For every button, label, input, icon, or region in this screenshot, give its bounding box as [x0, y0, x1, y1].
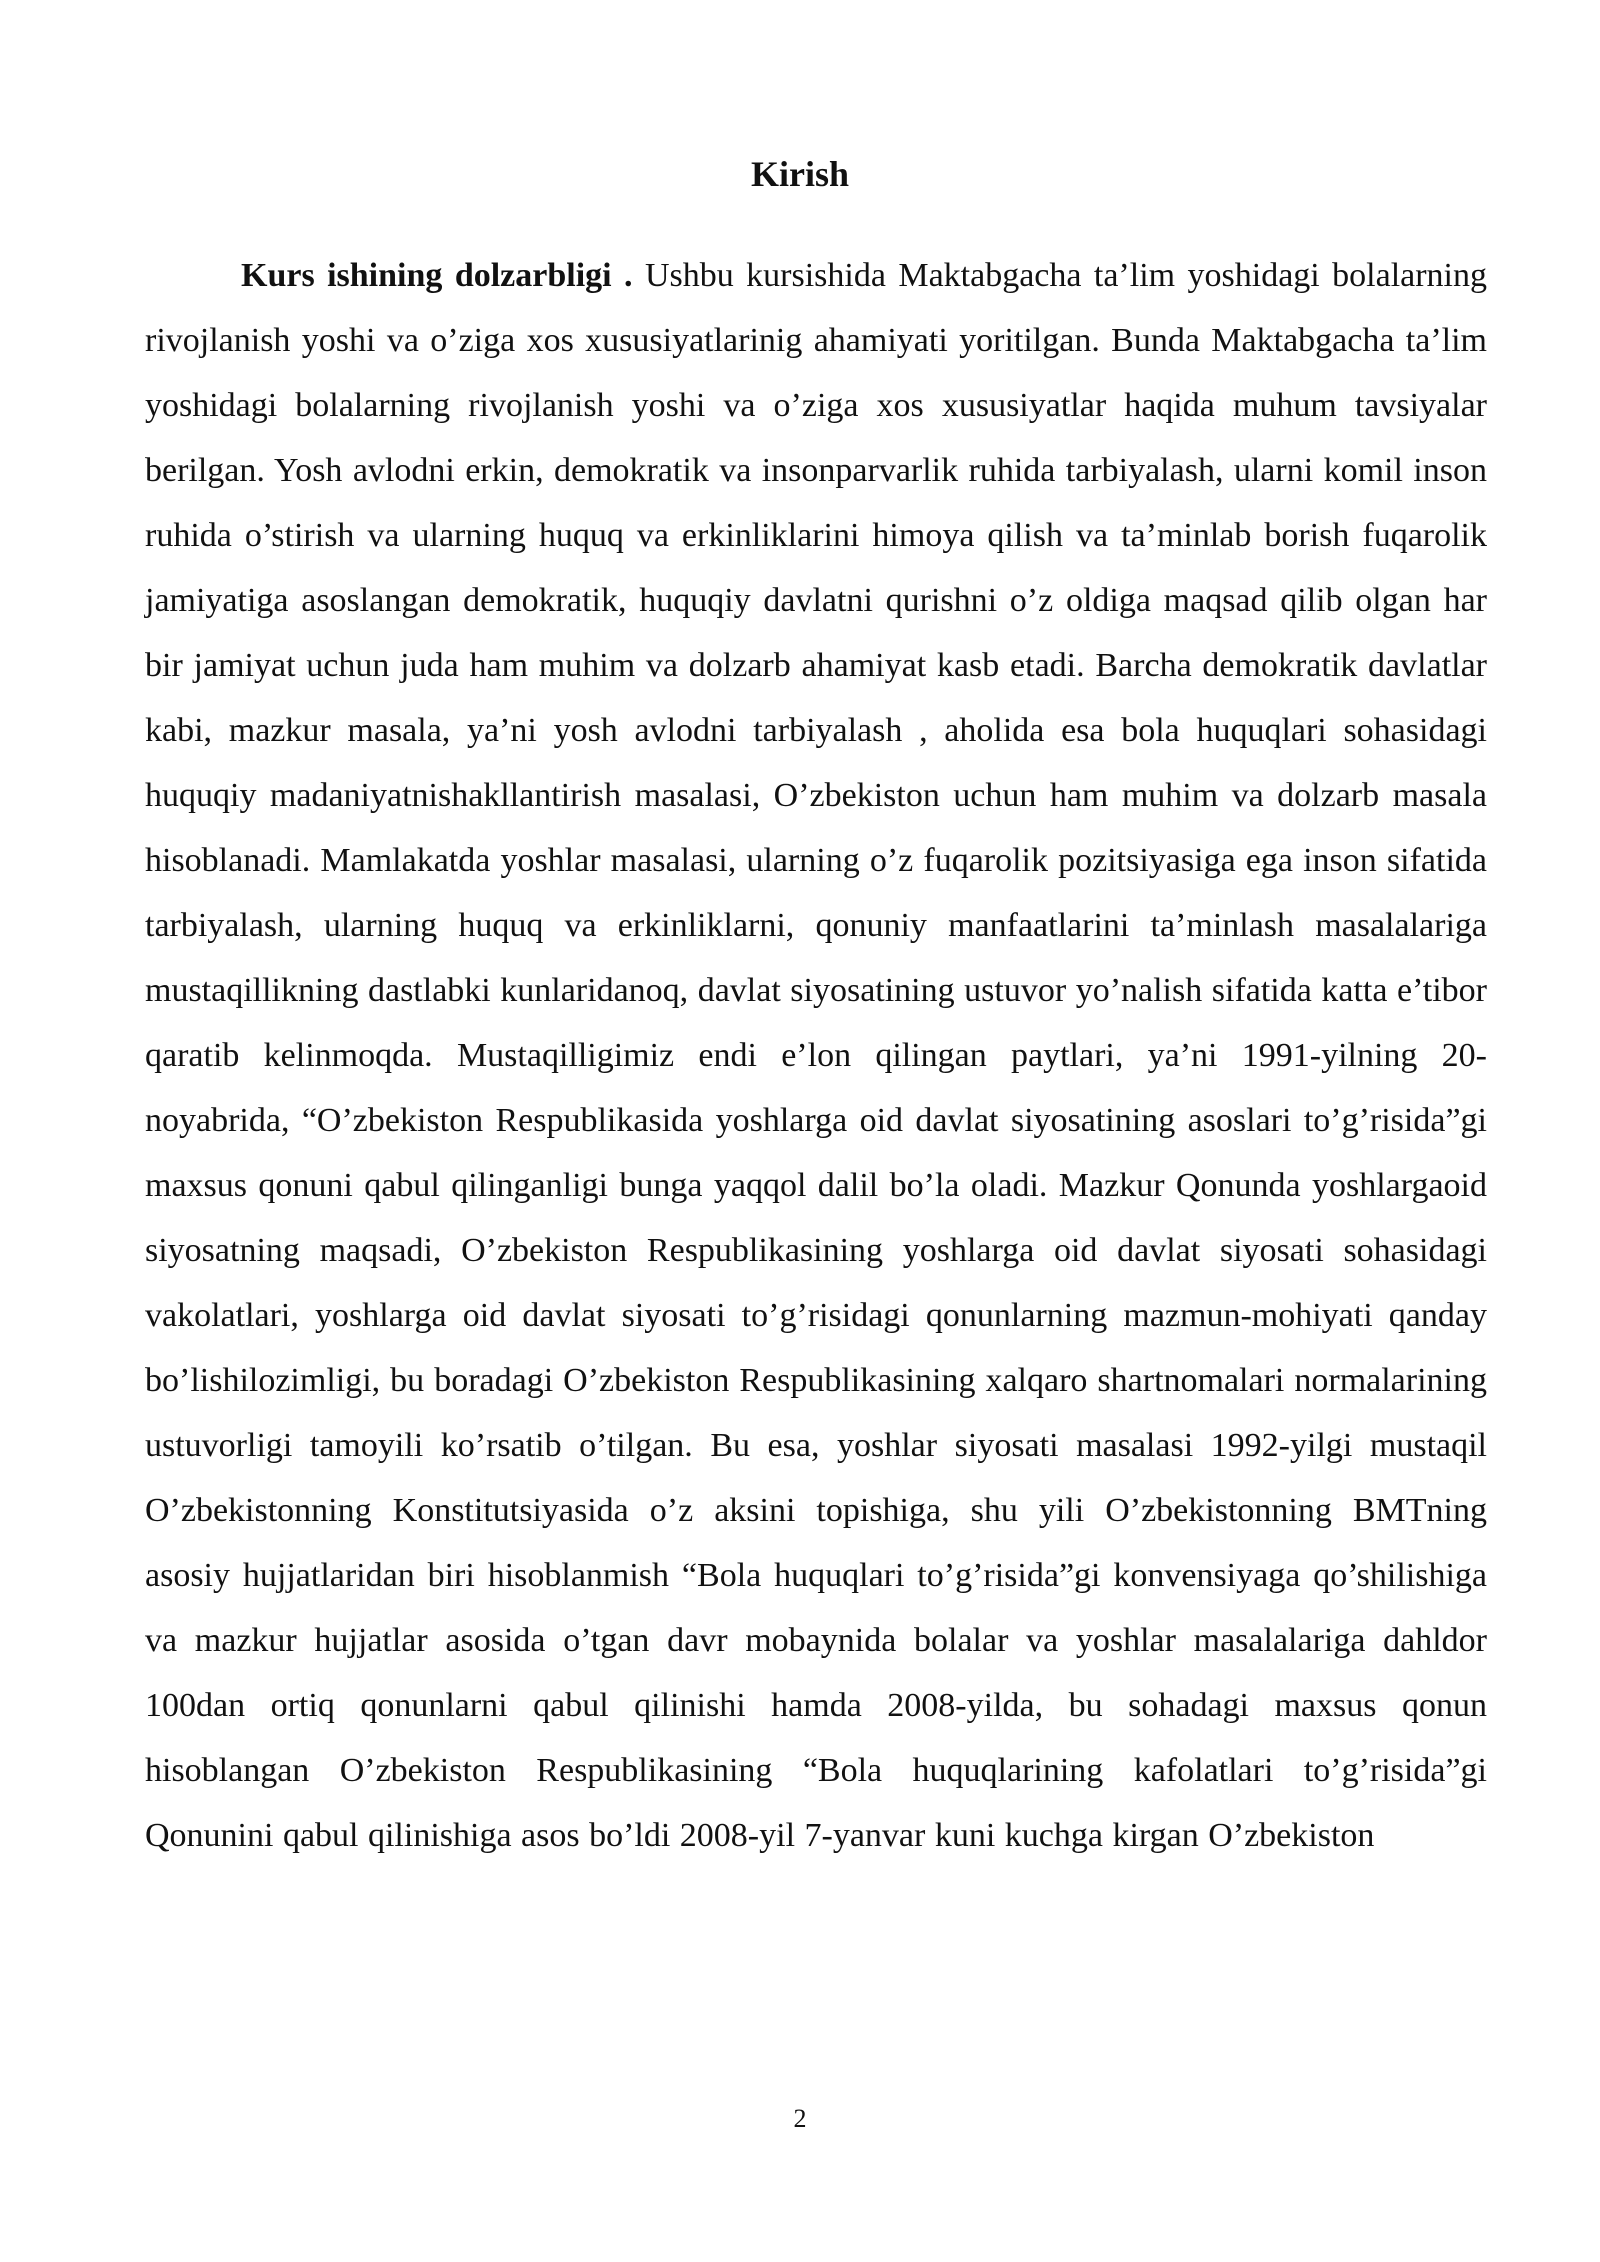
- document-title: Kirish: [750, 154, 849, 194]
- lead-heading: Kurs ishining dolzarbligi .: [241, 257, 633, 294]
- body-paragraph: [145, 243, 1487, 1868]
- body-text: Ushbu kursishida Maktabgacha ta’lim yoshidagi bolalarning rivojlanish yoshi va o’ziga xos xususiyatlarinig ahamiyati yoritilgan. Bunda Maktabgacha ta’lim yoshidagi bolalarning rivojlanish yoshi va o’ziga xos xususiyatlar haqida muhum tavsiyalar berilgan. Yosh avlodni erkin, demokratik va insonparvarlik ruhida tarbiyalash, ularni komil inson ruhida o’stirish va ularning huquq va erkinliklarini himoya qilish va ta’minlab borish fuqarolik jamiyatiga asoslangan demokratik, huquqiy davlatni qurishni o’z oldiga maqsad qilib olgan har bir jamiyat uchun juda ham muhim va dolzarb ahamiyat kasb etadi. Barcha demokratik davlatlar kabi, mazkur masala, ya’ni yosh avlodni tarbiyalash , aholida esa bola huquqlari sohasidagi huquqiy madaniyatnishakllantirish masalasi, O’zbekiston uchun ham muhim va dolzarb masala hisoblanadi. Mamlakatda yoshlar masalasi, ularning o’z fuqarolik pozitsiyasiga ega inson sifatida tarbiyalash, ularning huquq va erkinliklarni, qonuniy manfaatlarini ta’minlash masalalariga mustaqillikning dastlabki kunlaridanoq, davlat siyosatining ustuvor yo’nalish sifatida katta e’tibor qaratib kelinmoqda. Mustaqilligimiz endi e’lon qilingan paytlari, ya’ni 1991-yilning 20-noyabrida, “O’zbekiston Respublikasida yoshlarga oid davlat siyosatining asoslari to’g’risida”gi maxsus qonuni qabul qilinganligi bunga yaqqol dalil bo’la oladi. Mazkur Qonunda yoshlargaoid siyosatning maqsadi, O’zbekiston Respublikasining yoshlarga oid davlat siyosati sohasidagi vakolatlari, yoshlarga oid davlat siyosati to’g’risidagi qonunlarning mazmun-mohiyati qanday bo’lishilozimligi, bu boradagi O’zbekiston Respublikasining xalqaro shartnomalari normalarining ustuvorligi tamoyili ko’rsatib o’tilgan. Bu esa, yoshlar siyosati masalasi 1992-yilgi mustaqil O’zbekistonning Konstitutsiyasida o’z aksini topishiga, shu yili O’zbekistonning BMTning asosiy hujjatlaridan biri hisoblanmish “Bola huquqlari to’g’risida”gi konvensiyaga qo’shilishiga va mazkur hujjatlar asosida o’tgan davr mobaynida bolalar va yoshlar masalalariga dahldor 100dan ortiq qonunlarni qabul qilinishi hamda 2008-yilda, bu sohadagi maxsus qonun hisoblangan O’zbekiston Respublikasining “Bola huquqlarining kafolatlari to’g’risida”gi Qonunini qabul qilinishiga asos bo’ldi 2008-yil 7-yanvar kuni kuchga kirgan O’zbekiston: [145, 257, 1487, 1854]
- page-number: 2: [793, 2104, 807, 2133]
